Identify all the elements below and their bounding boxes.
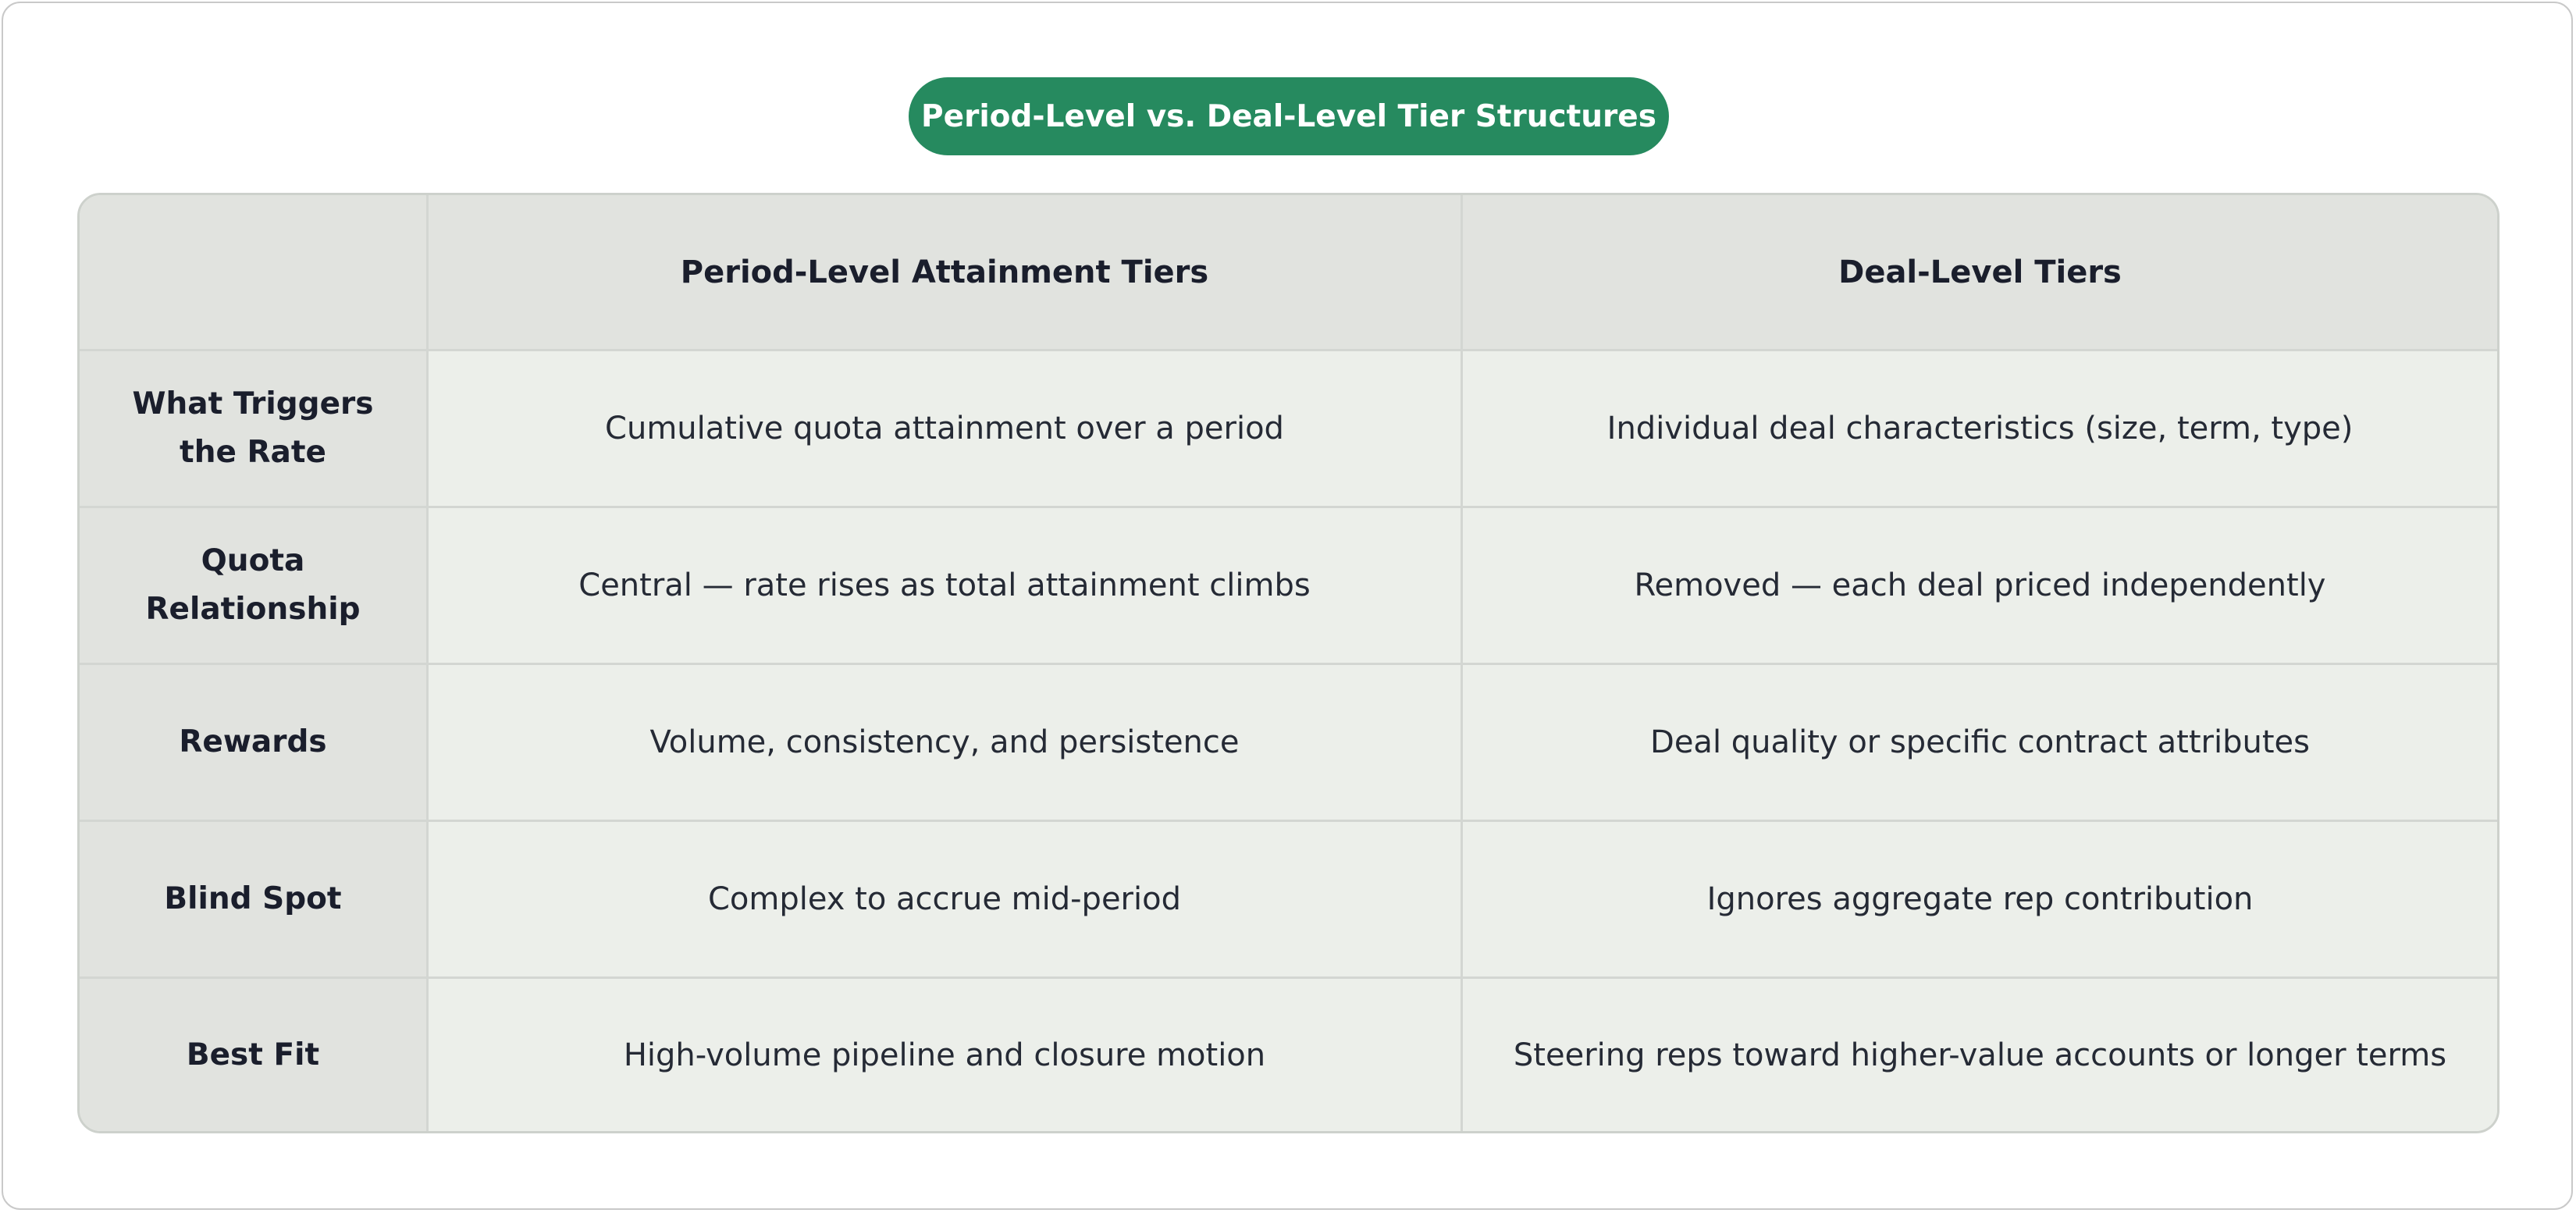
row-label-rewards: Rewards <box>80 665 429 822</box>
row-label-blind-spot: Blind Spot <box>80 822 429 979</box>
cell-period-quota-relationship: Central — rate rises as total attainment climbs <box>429 508 1463 665</box>
header-deal-level: Deal-Level Tiers <box>1463 195 2497 351</box>
cell-period-blind-spot: Complex to accrue mid-period <box>429 822 1463 979</box>
cell-period-rewards: Volume, consistency, and persistence <box>429 665 1463 822</box>
header-corner-cell <box>80 195 429 351</box>
row-label-quota-relationship: Quota Relationship <box>80 508 429 665</box>
cell-period-what-triggers: Cumulative quota attainment over a period <box>429 351 1463 508</box>
cell-deal-quota-relationship: Removed — each deal priced independently <box>1463 508 2497 665</box>
cell-period-best-fit: High-volume pipeline and closure motion <box>429 979 1463 1131</box>
row-label-what-triggers: What Triggers the Rate <box>80 351 429 508</box>
comparison-table <box>77 193 2500 1133</box>
cell-deal-best-fit: Steering reps toward higher-value accounts or longer terms <box>1463 979 2497 1131</box>
cell-deal-blind-spot: Ignores aggregate rep contribution <box>1463 822 2497 979</box>
diagram-title: Period-Level vs. Deal-Level Tier Structures <box>909 77 1669 155</box>
row-label-best-fit: Best Fit <box>80 979 429 1131</box>
cell-deal-what-triggers: Individual deal characteristics (size, term, type) <box>1463 351 2497 508</box>
header-period-level: Period-Level Attainment Tiers <box>429 195 1463 351</box>
cell-deal-rewards: Deal quality or specific contract attributes <box>1463 665 2497 822</box>
